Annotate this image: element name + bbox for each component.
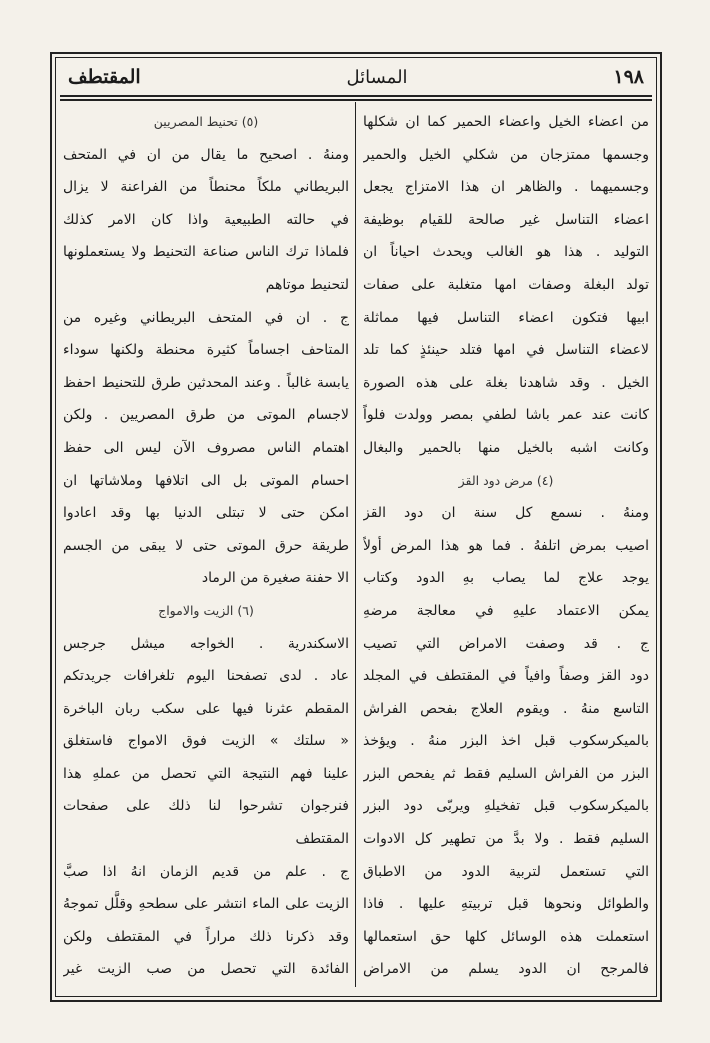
section-heading-5: (٥) تحنيط المصريين [153,114,259,129]
text-line: المقتطف [295,831,349,848]
text-line: طريقة حرق الموتى حتى لا يبقى من الجسم [63,537,349,554]
text-line: ج . قد وصفت الامراض التي تصيب [363,635,649,652]
header-rule [60,95,652,97]
text-line: والطوائل ونحوها قبل تربيتهِ عليها . فاذا [363,896,649,913]
text-line: فنرجوان تشرحوا لنا ذلك على صفحات [63,798,349,815]
text-line: التوليد . هذا هو الغالب ويحدث احياناً ان [363,244,649,261]
text-line: وقد ذكرنا ذلك مراراً في المقتطف ولكن [63,928,349,945]
text-line: اهتمام الناس مصروف الآن ليس الى حفظ [63,439,349,456]
text-line: البزر من الفراش السليم فقط ثم يفحص البزر [363,765,649,782]
text-line: علينا فهم النتيجة التي تحصل من عملهِ هذا [63,765,349,782]
text-line: اصيب بمرض اتلفهُ . فما هو هذا المرض أولاً [363,537,649,554]
header-rule-inner [60,99,652,101]
text-line: ج . ان في المتحف البريطاني وغيره من [63,309,349,326]
text-line: وجسميهما . والظاهر ان هذا الامتزاج يجعل [363,179,649,196]
text-line: فالمرجح ان الدود يسلم من الامراض [363,961,649,978]
text-line: ابيها فتكون اعضاء التناسل فيها مماثلة [363,309,649,326]
text-line: التاسع منهُ . ويقوم العلاج بفحص الفراش [363,700,649,717]
right-column [363,106,649,986]
text-line: بالميكرسكوب قبل اخذ البزر منهُ . ويؤخذ [363,733,649,750]
text-line: ومنهُ . اصحيح ما يقال من ان في المتحف [63,146,349,163]
text-line: السليم فقط . ولا بدَّ من تطهير كل الادوات [363,831,649,848]
text-line: احسام الموتى بل الى اتلافها وملاشاتها ان [63,472,349,489]
text-line: اعضاء التناسل غير صالحة للقيام بوظيفة [363,211,649,228]
text-line: المتاحف اجساماً كثيرة محنطة ولكنها سوداء [63,342,349,359]
page-number: ١٩٨ [613,66,644,88]
page-header [60,60,652,94]
text-line: الفائدة التي تحصل من صب الزيت غير [63,961,349,978]
text-line: يوجد علاج لما يصاب بهِ الدود وكتاب [363,570,649,587]
text-line: عاد . لدى تصفحنا اليوم تلغرافات جريدتكم [63,668,349,685]
text-line: استعملت هذه الوسائل كلها حق استعمالها [363,928,649,945]
section-title: المسائل [346,66,408,88]
text-line: لاجسام الموتى من طرق المصريين . ولكن [63,407,349,424]
text-line: وجسمها ممتزجان من شكلي الخيل والحمير [363,146,649,163]
text-line: من اعضاء الخيل واعضاء الحمير كما ان شكلها [363,114,649,130]
text-line: الزيت على الماء انتشر على سطحهِ وقلَّل تموجهُ [63,896,349,913]
text-line: لاعضاء التناسل في امها فتلد حينئذٍ كما تلد [363,342,649,359]
text-line: امكن حتى لا تبتلى الدنيا بها وقد اعادوا [63,505,349,522]
text-line: « سلتك » الزيت فوق الامواج فاستغلق [63,733,349,750]
text-line: في حالته الطبيعية واذا كان الامر كذلك [63,211,349,228]
column-divider [355,102,356,987]
text-line: الا حفنة صغيرة من الرماد [201,570,349,587]
text-line: يابسة غالباً . وعند المحدثين طرق للتحنيط احفظ [63,374,349,391]
text-line: التي تستعمل لتربية الدود من الاطباق [363,863,649,880]
section-heading-4: (٤) مرض دود القز [458,472,554,488]
text-line: الاسكندرية . الخواجه ميشل جرجس [63,635,349,652]
left-column [63,106,349,986]
section-heading-6: (٦) الزيت والامواج [158,602,254,618]
text-line: تولد البغلة وصفات امها متغلبة على صفات [363,276,649,293]
text-line: يمكن الاعتماد عليهِ في معالجة مرضهِ [363,602,649,619]
text-line: كانت عند عمر باشا لطفي بمصر وولدت فلواً [363,407,649,424]
text-line: بالميكرسكوب قبل تفخيلهِ ويربّى دود البزر [363,798,649,815]
journal-name: المقتطف [68,66,141,88]
text-line: ج . علم من قديم الزمان انهُ اذا صبَّ [63,863,349,880]
text-line: الخيل . وقد شاهدنا بغلة على هذه الصورة [363,374,649,391]
text-line: ومنهُ . نسمع كل سنة ان دود القز [363,505,649,522]
text-line: فلماذا ترك الناس صناعة التحنيط ولا يستعملونها [63,244,349,261]
text-line: البريطاني ملكاً محنطاً من الفراعنة لا يزال [63,179,349,196]
text-line: لتحنيط موتاهم [265,276,349,293]
text-line: دود القز وصفاً وافياً في المقتطف في المجلد [363,668,649,685]
text-line: المقطم عثرنا فيها على سكب ربان الباخرة [63,700,349,717]
text-line: وكانت اشبه بالخيل منها بالحمير والبغال [363,439,649,456]
